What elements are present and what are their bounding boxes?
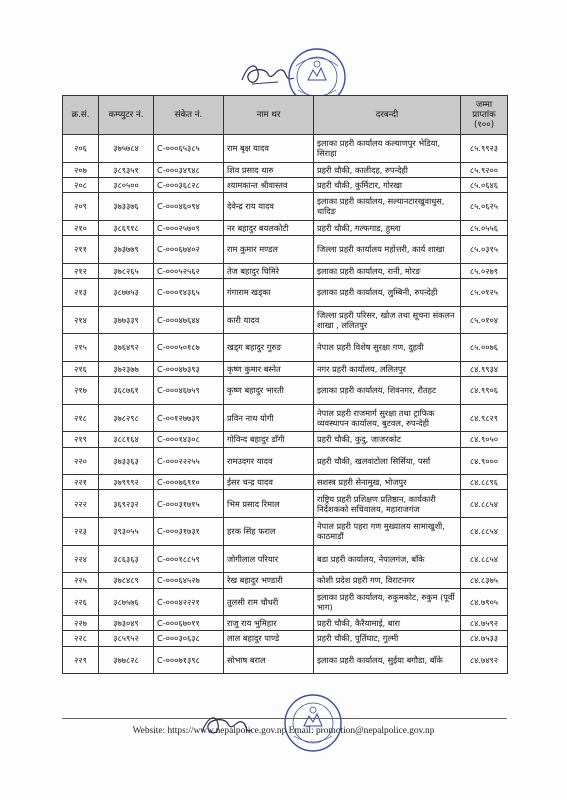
cell-office: प्रहरी चौकी, कुर्मिटार, गोरखा [314, 177, 461, 192]
cell-total-score: ८४.९८२९ [461, 404, 508, 432]
cell-computer-number: ३८५९५२ [99, 631, 154, 646]
cell-office: प्रहरी चौकी, खलवाटोला सिर्सिया, पर्सा [314, 447, 461, 475]
cell-computer-number: ३७७८२८ [99, 646, 154, 674]
cell-serial-number: २१२ [63, 263, 99, 278]
table-row [63, 631, 508, 646]
cell-symbol-number: C-०००३१७१५ [154, 490, 224, 518]
cell-symbol-number: C-०००४२२२१ [154, 588, 224, 616]
table-row [63, 432, 508, 447]
header-office: दरबन्दी [314, 96, 461, 135]
cell-serial-number: २१७ [63, 377, 99, 405]
cell-computer-number: ३७३७७९ [99, 236, 154, 264]
cell-name: लाल बहादुर पाण्डे [224, 631, 314, 646]
cell-serial-number: २०९ [63, 193, 99, 221]
cell-name: शिव प्रसाद थारु [224, 162, 314, 177]
cell-serial-number: २२८ [63, 631, 99, 646]
cell-name: कृष्ण कुमार बस्नेत [224, 361, 314, 376]
table-row [63, 404, 508, 432]
cell-serial-number: २११ [63, 236, 99, 264]
cell-serial-number: २२० [63, 447, 99, 475]
cell-total-score: ८४.८३७५ [461, 573, 508, 588]
cell-total-score: ८४.९००० [461, 447, 508, 475]
cell-office: प्रहरी चौकी, कालीदह, रुपन्देही [314, 162, 461, 177]
table-row [63, 616, 508, 631]
cell-total-score: ८५.०५५६ [461, 220, 508, 235]
table-row [63, 334, 508, 362]
cell-office: प्रहरी चौकी, पुर्तिघाट, गुल्मी [314, 631, 461, 646]
cell-symbol-number: C-०००५२५६२ [154, 263, 224, 278]
cell-computer-number: ३८६९१८ [99, 220, 154, 235]
cell-symbol-number: C-०००१४३६५ [154, 278, 224, 306]
cell-office: नेपाल प्रहरी पहरा गण मुख्यालय सामाखुशी, काठमाडौं [314, 518, 461, 546]
header-symbol-number: संकेत नं. [154, 96, 224, 135]
cell-name: कारी यादव [224, 306, 314, 334]
cell-computer-number: ३७९९९२ [99, 475, 154, 490]
cell-office: नेपाल प्रहरी राजमार्ग सुरक्षा तथा ट्राफिक व्यवस्थापन कार्यालय, बुटवल, रुपन्देही [314, 404, 461, 432]
cell-name: राजु राय भुमिहार [224, 616, 314, 631]
cell-computer-number: ३७२३७७ [99, 361, 154, 376]
cell-symbol-number: C-०००७६९१० [154, 475, 224, 490]
cell-total-score: ८४.८८५४ [461, 545, 508, 573]
cell-computer-number: ३७७३३९ [99, 306, 154, 334]
cell-computer-number: ३७३३६३ [99, 447, 154, 475]
cell-office: जिल्ला प्रहरी कार्यालय महोत्तरी, कार्य शाखा [314, 236, 461, 264]
cell-office: इलाका प्रहरी कार्यालय, शिवनगर, रौतहट [314, 377, 461, 405]
table-row [63, 263, 508, 278]
cell-office: इलाका प्रहरी कार्यालय, सल्यानटारखुवाधुस, धादिङ [314, 193, 461, 221]
table-row [63, 518, 508, 546]
results-table [62, 95, 508, 674]
cell-office: प्रहरी चौकी, कुदु, जाजरकोट [314, 432, 461, 447]
cell-name: हरक सिंह फराल [224, 518, 314, 546]
cell-computer-number: ३७३०४९ [99, 616, 154, 631]
cell-name: राम कुमार मण्डल [224, 236, 314, 264]
cell-serial-number: २१० [63, 220, 99, 235]
cell-total-score: ८४.८८५४ [461, 518, 508, 546]
cell-symbol-number: C-०००४६०९४ [154, 193, 224, 221]
cell-name: रेख बहादुर भण्डारी [224, 573, 314, 588]
cell-total-score: ८५.०१०४ [461, 306, 508, 334]
cell-symbol-number: C-०००१४३०८ [154, 432, 224, 447]
cell-total-score: ८४.९९३४ [461, 361, 508, 376]
cell-name: देवेन्द्र राय यादव [224, 193, 314, 221]
cell-office: राष्ट्रिय प्रहरी प्रशिक्षण प्रतिष्ठान, कार्यकारी निर्देशकको सचिवालय, महाराजगंज [314, 490, 461, 518]
table-row [63, 278, 508, 306]
cell-name: सोभाष बराल [224, 646, 314, 674]
table-row [63, 220, 508, 235]
cell-serial-number: २२४ [63, 545, 99, 573]
cell-computer-number: ३६८७६१ [99, 377, 154, 405]
table-row [63, 193, 508, 221]
cell-serial-number: २१९ [63, 432, 99, 447]
cell-name: गोविन्द बहादुर डाँगी [224, 432, 314, 447]
header-total-score: जम्मा प्राप्तांक (१००) [461, 96, 508, 135]
cell-office: नेपाल प्रहरी विशेष सुरक्षा गण, दुहवी [314, 334, 461, 362]
cell-computer-number: ३८०५०० [99, 177, 154, 192]
cell-serial-number: २०८ [63, 177, 99, 192]
cell-computer-number: ३८७५७६ [99, 588, 154, 616]
header-serial-number: क्र.सं. [63, 96, 99, 135]
table-row [63, 490, 508, 518]
cell-serial-number: २२३ [63, 518, 99, 546]
cell-computer-number: ३७३३७६ [99, 193, 154, 221]
cell-computer-number: ३८७७५३ [99, 278, 154, 306]
table-row [63, 588, 508, 616]
cell-serial-number: २०६ [63, 135, 99, 163]
cell-serial-number: २१५ [63, 334, 99, 362]
cell-computer-number: ३८९३५१ [99, 162, 154, 177]
cell-symbol-number: C-०००६५३८५ [154, 135, 224, 163]
cell-symbol-number: C-०००३१७३१ [154, 518, 224, 546]
table-row [63, 135, 508, 163]
table-row [63, 361, 508, 376]
cell-office: इलाका प्रहरी कार्यालय, लुम्बिनी, रुपन्देही [314, 278, 461, 306]
cell-serial-number: २२९ [63, 646, 99, 674]
cell-total-score: ८५.०६४६ [461, 177, 508, 192]
cell-computer-number: ३७८४८९ [99, 573, 154, 588]
cell-name: गंगाराम खड्का [224, 278, 314, 306]
cell-office: सशस्त्र प्रहरी सेनामुख, भोजपुर [314, 475, 461, 490]
table-header-row [63, 96, 508, 135]
cell-office: कोशी प्रदेश प्रहरी गण, विराटनगर [314, 573, 461, 588]
cell-name: नर बहादुर बयलकोटी [224, 220, 314, 235]
table-body [63, 135, 508, 674]
header-name: नाम थर [224, 96, 314, 135]
cell-total-score: ८४.८८९६ [461, 475, 508, 490]
cell-computer-number: ३८६३६३ [99, 545, 154, 573]
table-row [63, 573, 508, 588]
cell-office: इलाका प्रहरी कार्यालय, रुकुमकोट, रुकुम (पूर्वी भाग) [314, 588, 461, 616]
cell-total-score: ८५.९९२३ [461, 135, 508, 163]
cell-symbol-number: C-०००६७४०२ [154, 236, 224, 264]
table-row [63, 306, 508, 334]
cell-office: प्रहरी चौकी, कैरैयामाई, बारा [314, 616, 461, 631]
cell-total-score: ८४.८८५४ [461, 490, 508, 518]
cell-serial-number: २०७ [63, 162, 99, 177]
cell-total-score: ८५.९२०० [461, 162, 508, 177]
cell-name: कृष्ण बहादुर भारती [224, 377, 314, 405]
footer-website: Website: https://www.nepalpolice.gov.np Email: promotion@nepalpolice.gov.np [132, 726, 435, 736]
cell-serial-number: २१६ [63, 361, 99, 376]
cell-symbol-number: C-०००४७६४४ [154, 306, 224, 334]
cell-serial-number: २१४ [63, 306, 99, 334]
cell-name: भिम प्रसाद रिमाल [224, 490, 314, 518]
table-row [63, 162, 508, 177]
cell-name: जोगीलाल परियार [224, 545, 314, 573]
cell-symbol-number: C-०००३४९४८ [154, 162, 224, 177]
cell-computer-number: ३७८२९८ [99, 404, 154, 432]
cell-symbol-number: C-०००१८८५९ [154, 545, 224, 573]
table-row [63, 377, 508, 405]
cell-serial-number: २१३ [63, 278, 99, 306]
cell-symbol-number: C-०००६४५२७ [154, 573, 224, 588]
cell-computer-number: ३६९२३२ [99, 490, 154, 518]
cell-computer-number: ३७५७८४ [99, 135, 154, 163]
cell-office: इलाका प्रहरी कार्यालय कल्याणपुर भेडिया, सिराहा [314, 135, 461, 163]
cell-total-score: ८५.०२७९ [461, 263, 508, 278]
cell-symbol-number: C-०००२५७०९ [154, 220, 224, 235]
cell-computer-number: ३९३०५५ [99, 518, 154, 546]
cell-symbol-number: C-०००६७०११ [154, 616, 224, 631]
table-row [63, 545, 508, 573]
cell-total-score: ८४.७९०५ [461, 588, 508, 616]
table-row [63, 236, 508, 264]
cell-computer-number: ३७६४९२ [99, 334, 154, 362]
cell-name: राम बृक्ष यादव [224, 135, 314, 163]
cell-name: रामउदगर यादव [224, 447, 314, 475]
cell-serial-number: २२१ [63, 475, 99, 490]
table-row [63, 177, 508, 192]
cell-office: इलाका प्रहरी कार्यालय, रानी, मोरङ [314, 263, 461, 278]
cell-serial-number: २२५ [63, 573, 99, 588]
cell-serial-number: २१८ [63, 404, 99, 432]
cell-office: नगर प्रहरी कार्यालय, ललितपुर [314, 361, 461, 376]
cell-computer-number: ३७८२६५ [99, 263, 154, 278]
cell-serial-number: २२६ [63, 588, 99, 616]
cell-name: तुलसी राम चौधरी [224, 588, 314, 616]
cell-computer-number: ३८८१६४ [99, 432, 154, 447]
header-computer-number: कम्प्युटर नं. [99, 96, 154, 135]
cell-symbol-number: C-०००४६७५९ [154, 377, 224, 405]
cell-office: प्रहरी चौकी, गल्फगाड, हुम्ला [314, 220, 461, 235]
cell-name: खड्ग बहादुर गुरुङ [224, 334, 314, 362]
cell-office: इलाका प्रहरी कार्यालय, सुईया बगौडा, बाँके [314, 646, 461, 674]
table-row [63, 475, 508, 490]
cell-office: बडा प्रहरी कार्यालय, नेपालगंज, बाँके [314, 545, 461, 573]
cell-symbol-number: C-०००३६८२८ [154, 177, 224, 192]
cell-name: तेज बहादुर घिमिरे [224, 263, 314, 278]
cell-total-score: ८५.०६२५ [461, 193, 508, 221]
cell-office: जिल्ला प्रहरी परिसर, खोज तथा सूचना संकलन शाखा , ललितपुर [314, 306, 461, 334]
cell-symbol-number: C-०००२२२५५ [154, 447, 224, 475]
cell-total-score: ८४.७५३३ [461, 631, 508, 646]
cell-name: प्रविन नाथ योगी [224, 404, 314, 432]
cell-total-score: ८५.०३१५ [461, 236, 508, 264]
cell-total-score: ८५.००७६ [461, 334, 508, 362]
cell-name: ईसर चन्द्र यादव [224, 475, 314, 490]
cell-total-score: ८५.०१२५ [461, 278, 508, 306]
cell-name: श्यामकान्त श्रीवास्तव [224, 177, 314, 192]
cell-serial-number: २२२ [63, 490, 99, 518]
cell-serial-number: २२७ [63, 616, 99, 631]
signature-image-bottom [196, 708, 256, 742]
cell-total-score: ८४.७४९२ [461, 646, 508, 674]
office-seal-image-bottom [282, 692, 344, 754]
cell-total-score: ८४.९९०६ [461, 377, 508, 405]
cell-symbol-number: C-०००३०६३८ [154, 631, 224, 646]
cell-total-score: ८४.७५९२ [461, 616, 508, 631]
cell-symbol-number: C-०००५०१८७ [154, 334, 224, 362]
table-row [63, 646, 508, 674]
cell-symbol-number: C-०००७१३९८ [154, 646, 224, 674]
cell-symbol-number: C-०००४७३९३ [154, 361, 224, 376]
cell-total-score: ८४.९०५० [461, 432, 508, 447]
cell-symbol-number: C-००१२७७३९ [154, 404, 224, 432]
table-row [63, 447, 508, 475]
